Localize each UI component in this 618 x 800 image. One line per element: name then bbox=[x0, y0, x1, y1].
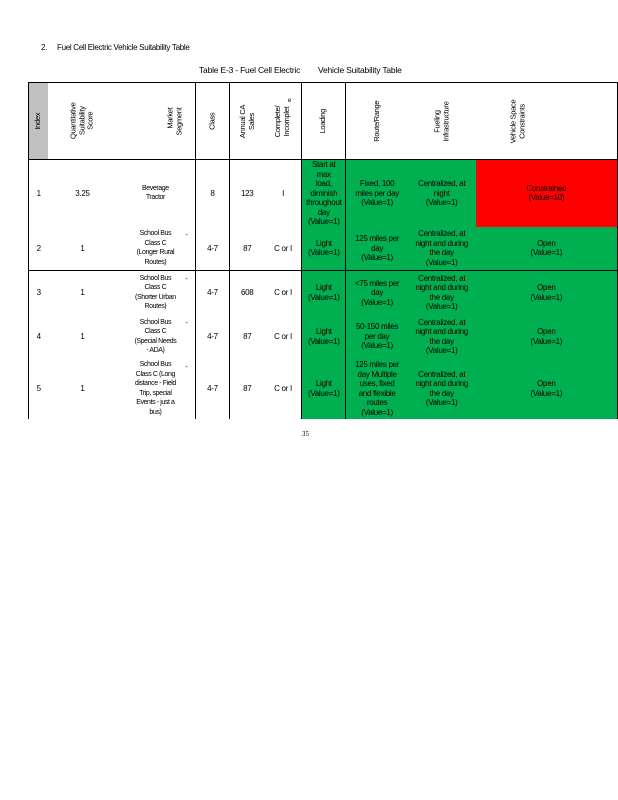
cell-space: Open (Value=1) bbox=[476, 315, 618, 359]
page-number: 35 bbox=[302, 430, 309, 438]
cell-loading: Light (Value=1) bbox=[302, 227, 346, 271]
cell-index: 2 bbox=[29, 227, 49, 271]
header-class: Class bbox=[196, 83, 229, 160]
header-sales: Annual CA Sales bbox=[229, 83, 265, 160]
cell-sales: 87 bbox=[229, 227, 265, 271]
cell-route-range: 125 miles per day Multiple uses, fixed and flexible routes (Value=1) bbox=[346, 359, 408, 419]
cell-score: 1 bbox=[80, 243, 85, 253]
table-caption-left: Table E-3 - Fuel Cell Electric bbox=[199, 65, 301, 75]
cell-segment: School Bus Class C (Longer Rural Routes) - bbox=[136, 230, 188, 266]
cell-class: 4-7 bbox=[196, 227, 229, 271]
cell-sales: 608 bbox=[229, 271, 265, 315]
cell-sales: 123 bbox=[229, 160, 265, 227]
cell-route-range: <75 miles per day (Value=1) bbox=[346, 271, 408, 315]
cell-segment: School Bus Class C (Special Needs - ADA) - bbox=[134, 318, 188, 354]
header-fueling: Fueling Infrastructure bbox=[408, 83, 476, 160]
cell-loading: Light (Value=1) bbox=[302, 271, 346, 315]
header-space-spacer bbox=[560, 83, 617, 160]
table-row bbox=[29, 315, 618, 359]
cell-fueling: Centralized, at night and during the day (Value=1) bbox=[408, 359, 476, 419]
cell-class: 8 bbox=[196, 160, 229, 227]
cell-sales: 87 bbox=[229, 359, 265, 419]
cell-index: 3 bbox=[29, 271, 49, 315]
cell-score: 1 bbox=[48, 271, 116, 315]
header-complete-incomplete: e Complete/ Incomplet bbox=[265, 83, 302, 160]
cell-fueling: Centralized, at night and during the day (Value=1) bbox=[408, 271, 476, 315]
cell-class: 4-7 bbox=[196, 315, 229, 359]
cell-sales: 87 bbox=[229, 315, 265, 359]
segment-dash: - bbox=[185, 363, 188, 371]
cell-complete-incomplete: C or I bbox=[274, 383, 292, 393]
cell-space: Open (Value=1) bbox=[476, 359, 618, 419]
cell-route-range: 125 miles per day (Value=1) bbox=[346, 227, 408, 271]
segment-dash: - bbox=[185, 276, 188, 283]
header-score: Quantitative Suitability Score bbox=[48, 83, 116, 160]
header-space: Vehicle Space Constraints bbox=[476, 83, 561, 160]
cell-route-range: 50-150 miles per day (Value=1) bbox=[346, 315, 408, 359]
cell-score: 3.25 bbox=[75, 188, 90, 198]
cell-route-range: Fixed, 100 miles per day (Value=1) bbox=[346, 160, 408, 227]
cell-index: 5 bbox=[29, 359, 49, 419]
cell-fueling: Centralized, at night (Value=1) bbox=[408, 160, 476, 227]
cell-complete-incomplete: C or I bbox=[274, 331, 292, 341]
cell-complete-incomplete: C or I bbox=[274, 243, 292, 253]
segment-dash: - bbox=[185, 319, 188, 327]
cell-complete-incomplete: I bbox=[282, 188, 284, 198]
table-row bbox=[29, 160, 618, 227]
cell-fueling: Centralized, at night and during the day (Value=1) bbox=[408, 227, 476, 271]
cell-class: 4-7 bbox=[196, 359, 229, 419]
cell-loading: Start at max load, diminish throughout day (Value=1) bbox=[302, 160, 346, 227]
cell-loading: Light (Value=1) bbox=[302, 315, 346, 359]
cell-index: 1 bbox=[29, 160, 49, 227]
header-route-range: Route/Range bbox=[346, 83, 408, 160]
cell-index: 4 bbox=[29, 315, 49, 359]
cell-loading: Light (Value=1) bbox=[302, 359, 346, 419]
segment-dash: - bbox=[185, 231, 188, 239]
cell-score: 1 bbox=[80, 331, 85, 341]
header-index: Index bbox=[29, 83, 49, 160]
suitability-table bbox=[28, 82, 618, 419]
section-number: 2. bbox=[41, 43, 48, 52]
cell-class: 4-7 bbox=[196, 271, 229, 315]
header-loading: Loading bbox=[302, 83, 346, 160]
cell-score: 1 bbox=[80, 383, 85, 393]
cell-space: Constrained (Value=10) bbox=[476, 160, 618, 227]
cell-space: Open (Value=1) bbox=[476, 227, 618, 271]
cell-segment: Beverage Tractor bbox=[141, 184, 169, 202]
cell-segment: School Bus Class C (Shorter Urban Routes) - bbox=[117, 271, 196, 315]
header-segment: Market Segment bbox=[117, 83, 196, 160]
header-row bbox=[29, 83, 618, 160]
table-row bbox=[29, 227, 618, 271]
cell-space: Open (Value=1) bbox=[476, 271, 618, 315]
section-title: Fuel Cell Electric Vehicle Suitability Table bbox=[57, 43, 190, 52]
table-row bbox=[29, 271, 618, 315]
table-caption-right: Vehicle Suitability Table bbox=[318, 65, 402, 75]
cell-complete-incomplete: C or I bbox=[265, 271, 302, 315]
section-heading bbox=[41, 43, 190, 52]
table-row bbox=[29, 359, 618, 419]
cell-segment: School Bus Class C (Long distance - Field Trip, special Events - just a bus) - bbox=[134, 361, 188, 416]
cell-fueling: Centralized, at night and during the day (Value=1) bbox=[408, 315, 476, 359]
